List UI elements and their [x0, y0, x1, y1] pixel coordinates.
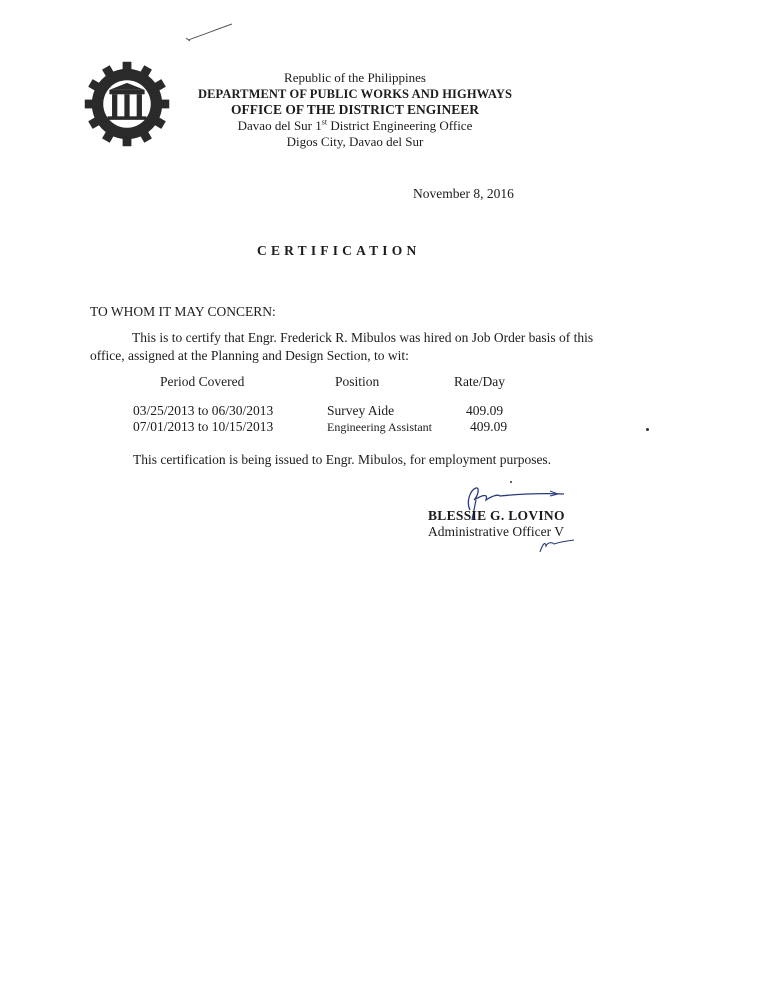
header-position: Position: [335, 374, 380, 389]
city-line: Digos City, Davao del Sur: [286, 134, 424, 149]
body-line-2: office, assigned at the Planning and Design Section, to wit:: [90, 348, 409, 363]
document-title: CERTIFICATION: [257, 243, 421, 258]
document-date: November 8, 2016: [413, 186, 514, 201]
header-period: Period Covered: [160, 374, 245, 389]
row-2-period: 07/01/2013 to 10/15/2013: [133, 419, 274, 434]
stray-dot: [510, 481, 512, 483]
republic-line: Republic of the Philippines: [284, 70, 426, 85]
body-line-1: This is to certify that Engr. Frederick R. Mibulos was hired on Job Order basis of this: [132, 330, 594, 345]
row-1-position: Survey Aide: [327, 403, 395, 418]
closing-statement: This certification is being issued to Engr. Mibulos, for employment purposes.: [133, 452, 552, 467]
body-paragraph: [90, 329, 630, 365]
department-name: DEPARTMENT OF PUBLIC WORKS AND HIGHWAYS: [197, 87, 513, 101]
row-2-position: Engineering Assistant: [327, 420, 432, 434]
office-name: OFFICE OF THE DISTRICT ENGINEER: [230, 102, 480, 117]
initials-icon: [536, 536, 576, 554]
stray-dot: [646, 428, 649, 431]
header-rate: Rate/Day: [454, 374, 505, 389]
signatory-position: Administrative Officer V: [428, 524, 564, 539]
row-1-rate: 409.09: [466, 403, 504, 418]
letterhead: [180, 70, 530, 150]
row-2-rate: 409.09: [470, 419, 508, 434]
row-1-period: 03/25/2013 to 06/30/2013: [133, 403, 274, 418]
signatory-name: BLESSIE G. LOVINO: [428, 508, 565, 523]
district-office: Davao del Sur 1st District Engineering Office: [237, 117, 473, 133]
salutation: TO WHOM IT MAY CONCERN:: [90, 304, 276, 319]
dpwh-seal-icon: [83, 60, 171, 148]
ink-stroke-icon: [180, 20, 240, 44]
